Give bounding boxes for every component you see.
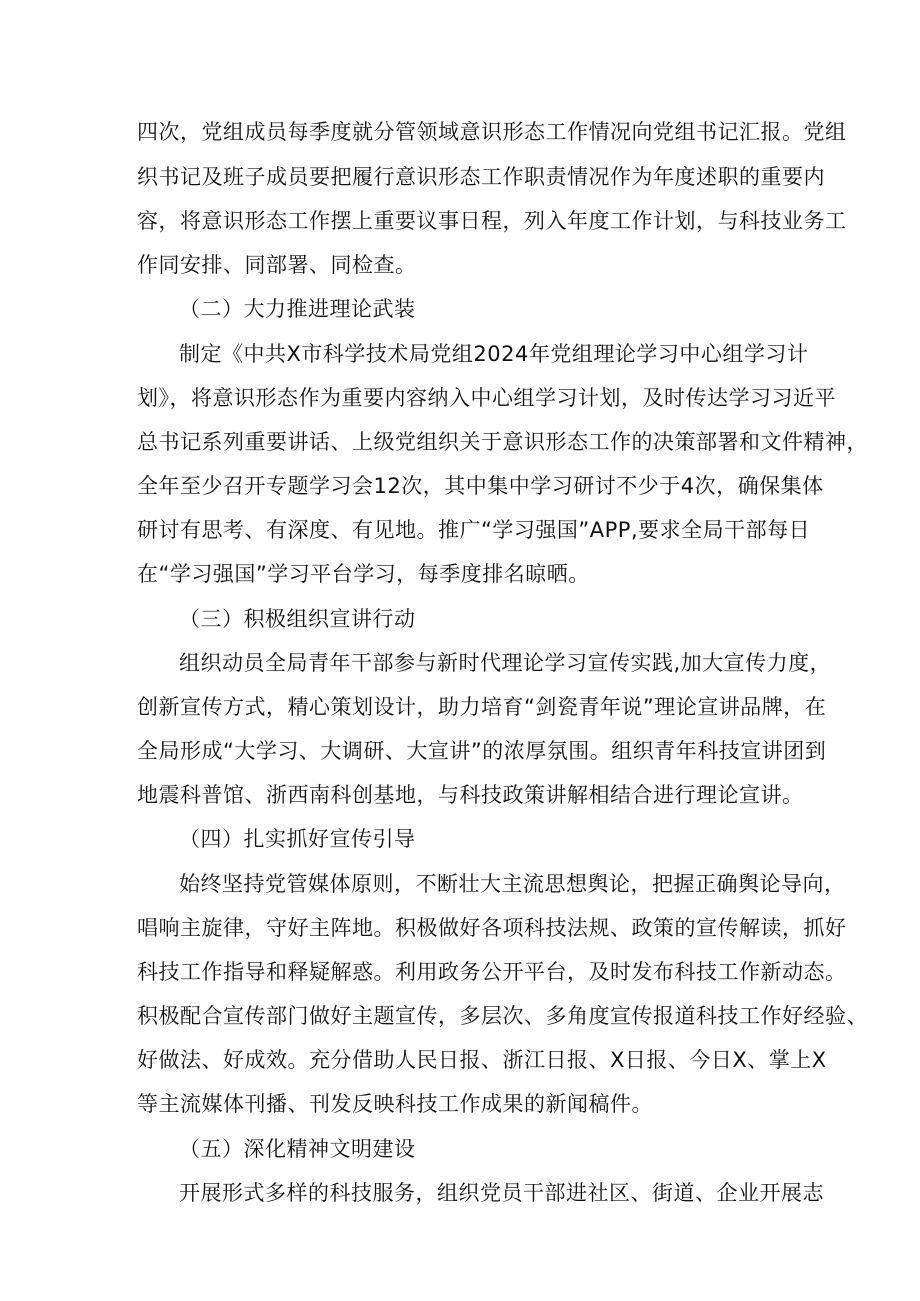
paragraph-line: 作同安排、同部署、同检查。 bbox=[137, 253, 417, 277]
paragraph-line: 等主流媒体刊播、刊发反映科技工作成果的新闻稿件。 bbox=[137, 1092, 653, 1116]
paragraph-line: 开展形式多样的科技服务，组织党员干部进社区、街道、企业开展志 bbox=[179, 1181, 824, 1205]
paragraph-line: 制定《中共X市科学技术局党组2024年党组理论学习中心组学习计 bbox=[179, 342, 809, 366]
paragraph-line: 好做法、好成效。充分借助人民日报、浙江日报、X日报、今日X、掌上X bbox=[137, 1048, 827, 1072]
paragraph-line: 研讨有思考、有深度、有见地。推广“学习强国”APP,要求全局干部每日 bbox=[137, 518, 811, 542]
section-heading: （二）大力推进理论武装 bbox=[179, 297, 416, 321]
paragraph-line: 容，将意识形态工作摆上重要议事日程，列入年度工作计划，与科技业务工 bbox=[137, 209, 847, 233]
paragraph-line: 积极配合宣传部门做好主题宣传，多层次、多角度宣传报道科技工作好经验、 bbox=[137, 1004, 868, 1028]
paragraph-line: 始终坚持党管媒体原则，不断壮大主流思想舆论，把握正确舆论导向， bbox=[179, 872, 846, 896]
paragraph-line: 唱响主旋律，守好主阵地。积极做好各项科技法规、政策的宣传解读，抓好 bbox=[137, 916, 847, 940]
paragraph-line: 科技工作指导和释疑解惑。利用政务公开平台，及时发布科技工作新动态。 bbox=[137, 960, 847, 984]
paragraph-line: 全局形成“大学习、大调研、大宣讲”的浓厚氛围。组织青年科技宣讲团到 bbox=[137, 739, 827, 763]
paragraph-line: 全年至少召开专题学习会12次，其中集中学习研讨不少于4次，确保集体 bbox=[137, 474, 824, 498]
paragraph-line: 四次，党组成员每季度就分管领域意识形态工作情况向党组书记汇报。党组 bbox=[137, 120, 847, 144]
paragraph-line: 在“学习强国”学习平台学习，每季度排名晾晒。 bbox=[137, 562, 590, 586]
paragraph-line: 组织动员全局青年干部参与新时代理论学习宣传实践,加大宣传力度， bbox=[179, 651, 832, 675]
section-heading: （四）扎实抓好宣传引导 bbox=[179, 827, 416, 851]
paragraph-line: 划》，将意识形态作为重要内容纳入中心组学习计划，及时传达学习习近平 bbox=[137, 386, 836, 410]
paragraph-line: 创新宣传方式，精心策划设计，助力培育“剑瓷青年说”理论宣讲品牌，在 bbox=[137, 695, 827, 719]
paragraph-line: 地震科普馆、浙西南科创基地，与科技政策讲解相结合进行理论宣讲。 bbox=[137, 783, 804, 807]
section-heading: （五）深化精神文明建设 bbox=[179, 1137, 416, 1161]
section-heading: （三）积极组织宣讲行动 bbox=[179, 607, 416, 631]
paragraph-line: 织书记及班子成员要把履行意识形态工作职责情况作为年度述职的重要内 bbox=[137, 165, 825, 189]
paragraph-line: 总书记系列重要讲话、上级党组织关于意识形态工作的决策部署和文件精神， bbox=[137, 430, 868, 454]
